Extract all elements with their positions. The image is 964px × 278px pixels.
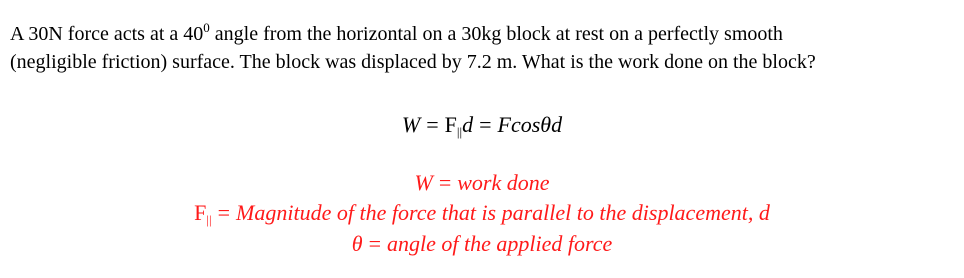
problem-line-1 [10,20,955,48]
work-formula [0,112,964,138]
formula-equals-1: = [426,112,439,137]
definition-angle-symbol: θ [351,231,363,256]
problem-statement [10,20,955,76]
problem-line-1-start: A 30N force acts at a 40 [10,23,204,45]
definition-work [0,170,964,196]
problem-line-1-end: angle from the horizontal on a 30kg block at rest on a perfectly smooth [209,23,783,45]
definition-work-symbol: W [414,170,433,195]
definition-angle [0,231,964,257]
definition-parallel-force [0,200,964,226]
formula-displacement-symbol: d [462,112,474,137]
definition-angle-text: angle of the applied force [386,231,613,256]
degree-superscript: 0 [203,20,210,35]
definition-force-symbol: F [194,200,207,225]
definition-work-equals: = [438,170,452,195]
definition-angle-equals: = [368,231,381,256]
definition-force-equals: = [217,200,231,225]
formula-rhs: Fcosθd [497,112,563,137]
definition-work-text: work done [457,170,550,195]
formula-work-symbol: W [401,112,421,137]
definition-parallel-subscript: || [206,212,212,227]
formula-parallel-subscript: || [456,124,463,139]
formula-force-symbol: F [444,112,457,137]
problem-line-2: (negligible friction) surface. The block was displaced by 7.2 m. What is the work done on the block? [10,51,816,73]
formula-equals-2: = [479,112,492,137]
definition-force-text: Magnitude of the force that is parallel to the displacement, d [236,200,770,225]
